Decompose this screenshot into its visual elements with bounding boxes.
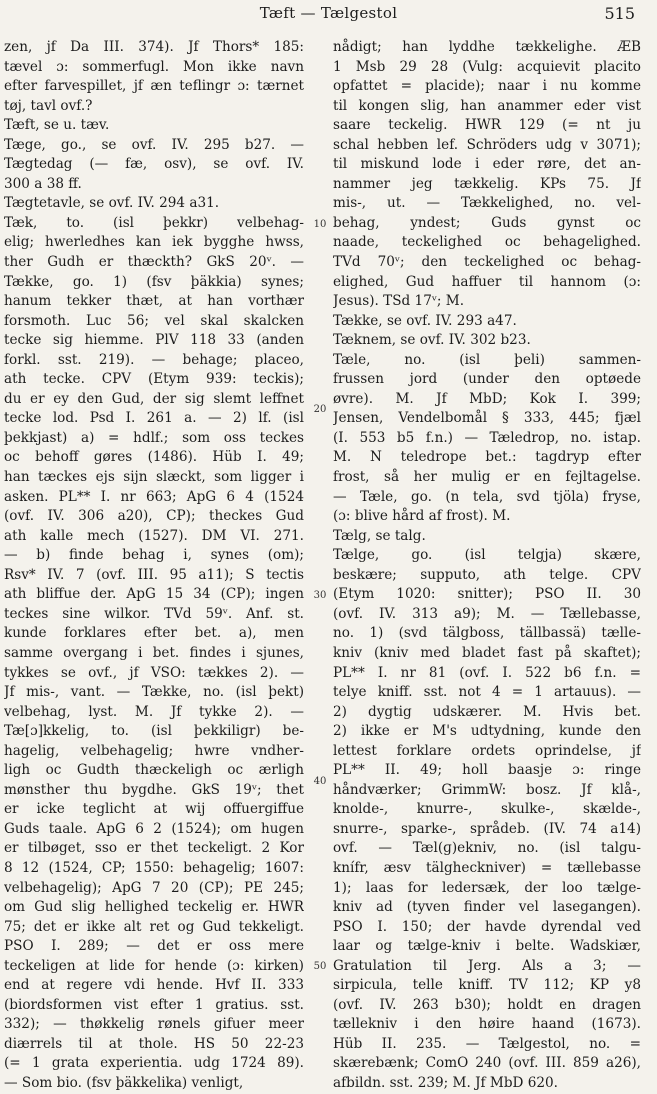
text-line: 2) dygtig udskærer. M. Hvis bet. bbox=[333, 703, 641, 720]
running-title: Tæft — Tælgestol bbox=[259, 4, 398, 22]
text-line: Tæk, to. (isl þekkr) velbehag- bbox=[4, 214, 304, 231]
text-line: M. N teledrope bet.: tagdryp efter bbox=[333, 449, 641, 466]
text-line: Tække, go. 1) (fsv þäkkia) synes; bbox=[4, 273, 304, 290]
text-line: skærebænk; ComO 240 (ovf. III. 859 a26), bbox=[333, 1055, 641, 1072]
text-line: du er ey den Gud, der sig slemt leffnet bbox=[4, 390, 304, 407]
text-line: elig; hwerledhes kan iek bygghe hwss, bbox=[4, 234, 304, 251]
text-line: þekkjast) a) = hdlf.; som oss teckes bbox=[4, 429, 304, 446]
text-line: Tæle, no. (isl þeli) sammen- bbox=[333, 351, 641, 368]
text-line: 300 a 38 ff. bbox=[4, 175, 82, 192]
text-line: forsmoth. Luc 56; vel skal skalcken bbox=[4, 312, 304, 329]
text-line: er tilbøget, sso er thet teckeligt. 2 Kor bbox=[4, 840, 304, 857]
text-line: afbildn. sst. 239; M. Jf MbD 620. bbox=[333, 1074, 559, 1091]
text-line: samme overgang i bet. findes i sjunes, bbox=[4, 644, 304, 661]
text-line: tævel ɔ: sommerfugl. Mon ikke navn bbox=[4, 58, 304, 75]
text-line: (Etym 1020: snitter); PSO II. 30 bbox=[333, 586, 641, 603]
text-line: øvre). M. Jf MbD; Kok I. 399; bbox=[333, 390, 641, 407]
text-line: knolde-, knurre-, skulke-, skælde-, bbox=[333, 801, 641, 818]
text-line: (ovf. IV. 313 a9); M. — Tællebasse, bbox=[333, 605, 641, 622]
text-line: — b) finde behag i, synes (om); bbox=[4, 547, 304, 564]
text-line: efter farvespillet, jf æn teflingr ɔ: tærnet bbox=[4, 78, 304, 95]
text-line: 2) ikke er M's udtydning, kunde den bbox=[333, 723, 641, 740]
text-line: tykkes se ovf., jf VSO: tækkes 2). — bbox=[4, 664, 304, 681]
text-line: tøj, tavl ovf.? bbox=[4, 97, 93, 114]
text-line: kniv ad (tyven finder vel lasegangen). bbox=[333, 899, 641, 916]
text-line: 332); — thøkkelig rønels gifuer meer bbox=[4, 1016, 304, 1033]
text-line: frussen jord (under den optøede bbox=[333, 371, 641, 388]
text-line: Tægtedag (— fæ, osv), se ovf. IV. bbox=[4, 156, 304, 173]
text-line: sirpicula, telle kniff. TV 112; KP y8 bbox=[333, 977, 641, 994]
text-line: ath tecke. CPV (Etym 939: teckis); bbox=[4, 371, 304, 388]
text-line: Tælg, se talg. bbox=[333, 527, 426, 544]
text-line: 75; det er ikke alt ret og Gud tekkeligt. bbox=[4, 918, 304, 935]
text-line: diærrels til at thole. HS 50 22-23 bbox=[4, 1035, 304, 1052]
text-line: elighed, Gud haffuer til hannom (ɔ: bbox=[333, 273, 641, 290]
text-line: er icke teglicht at wij offuergiffue bbox=[4, 801, 304, 818]
text-line: nammer jeg tækkelig. KPs 75. Jf bbox=[333, 175, 641, 192]
text-line: zen, jf Da III. 374). Jf Thors* 185: bbox=[4, 39, 304, 55]
text-line: (ovf. IV. 263 b30); holdt en dragen bbox=[333, 996, 641, 1013]
text-line: om Gud slig hellighed teckelig er. HWR bbox=[4, 899, 304, 916]
left-column bbox=[4, 38, 304, 1094]
text-line: (I. 553 b5 f.n.) — Tæledrop, no. istap. bbox=[333, 429, 641, 446]
text-line: mønsther thu bygdhe. GkS 19ᵛ; thet bbox=[4, 781, 304, 798]
text-line: velbehagelig); ApG 7 20 (CP); PE 245; bbox=[4, 879, 304, 896]
text-line: opfattet = placide); naar i nu komme bbox=[333, 78, 641, 95]
line-number: 20 bbox=[313, 404, 327, 415]
text-line: Tæ[ɔ]kkelig, to. (isl þekkiligr) be- bbox=[4, 723, 304, 740]
page-number: 515 bbox=[604, 4, 635, 23]
text-line: Hüb II. 235. — Tælgestol, no. = bbox=[333, 1035, 641, 1052]
text-line: Tække, se ovf. IV. 293 a47. bbox=[333, 312, 517, 329]
text-line: håndværker; GrimmW: bosz. Jf klå-, bbox=[333, 781, 641, 798]
text-line: Tælge, go. (isl telgja) skære, bbox=[333, 547, 641, 564]
text-line: ovf. — Tæl(ɡ)ekniv, no. (isl talgu- bbox=[333, 840, 641, 857]
text-line: no. 1) (svd tälgboss, tällbassä) tælle- bbox=[333, 625, 641, 642]
text-line: teckeligen at lide for hende (ɔ: kirken) bbox=[4, 957, 304, 974]
text-line: — Tæle, go. (n tela, svd tjöla) fryse, bbox=[333, 488, 641, 505]
line-number: 40 bbox=[313, 776, 327, 787]
text-line: laar og tælge-kniv i belte. Wadskiær, bbox=[333, 938, 641, 955]
text-line: Tægtetavle, se ovf. IV. 294 a31. bbox=[4, 195, 220, 212]
text-line: ther Gudh er thæckth? GkS 20ᵛ. — bbox=[4, 254, 304, 271]
text-line: mis-, ut. — Tækkelighed, no. vel- bbox=[333, 195, 641, 212]
text-line: 8 12 (1524, CP; 1550: behagelig; 1607: bbox=[4, 859, 304, 876]
right-column bbox=[333, 38, 641, 1094]
text-line: snurre-, sparke-, språdeb. (IV. 74 a14) bbox=[333, 820, 641, 837]
text-line: naade, teckelighed oc behagelighed. bbox=[333, 234, 641, 251]
text-line: PL** I. nr 81 (ovf. I. 522 b6 f.n. = bbox=[333, 664, 641, 681]
text-line: kunde forklares efter bet. a), men bbox=[4, 625, 304, 642]
page-header bbox=[0, 0, 657, 32]
text-line: frost, så her mulig er en fejltagelse. bbox=[333, 469, 641, 486]
text-line: (biordsformen vist efter 1 gratius. sst. bbox=[4, 996, 304, 1013]
text-line: (= 1 grata experientia. udg 1724 89). bbox=[4, 1055, 304, 1072]
line-number: 50 bbox=[313, 961, 327, 972]
text-line: oc behoff gøres (1486). Hüb I. 49; bbox=[4, 449, 304, 466]
text-line: Guds taale. ApG 6 2 (1524); om hugen bbox=[4, 820, 304, 837]
text-line: velbehag, lyst. M. Jf tykke 2). — bbox=[4, 703, 304, 720]
text-line: 1); laas for ledersæk, der loo tælge- bbox=[333, 879, 641, 896]
text-line: kniv (kniv med bladet fast på skaftet); bbox=[333, 644, 641, 661]
text-line: Tæknem, se ovf. IV. 302 b23. bbox=[333, 332, 531, 349]
text-line: end at regere vdi hende. Hvf II. 333 bbox=[4, 977, 304, 994]
text-line: ligh oc Gudth thæckeligh oc ærligh bbox=[4, 762, 304, 779]
text-line: forkl. sst. 219). — behage; placeo, bbox=[4, 351, 304, 368]
text-line: TVd 70ᵛ; den teckelighed oc behag- bbox=[333, 254, 641, 271]
text-line: PL** II. 49; holl baasje ɔ: ringe bbox=[333, 762, 641, 779]
text-line: 1 Msb 29 28 (Vulg: acquievit placito bbox=[333, 58, 641, 75]
text-line: asken. PL** I. nr 663; ApG 6 4 (1524 bbox=[4, 488, 304, 505]
line-number: 30 bbox=[313, 590, 327, 601]
text-line: PSO I. 150; der havde dyrendal ved bbox=[333, 918, 641, 935]
text-line: — Som bio. (fsv þäkkelika) venligt, bbox=[4, 1074, 244, 1091]
text-line: tællekniv i den høire haand (1673). bbox=[333, 1016, 641, 1033]
text-line: til kongen slig, han anammer eder vist bbox=[333, 97, 641, 114]
text-line: telye kniff. sst. not 4 = 1 artauus). — bbox=[333, 684, 641, 701]
line-number: 10 bbox=[313, 219, 327, 230]
text-line: til miskund lode i eder røre, det an- bbox=[333, 156, 641, 173]
text-line: beskære; supputo, ath telge. CPV bbox=[333, 566, 641, 583]
text-line: tecke sig hiemme. PlV 118 33 (anden bbox=[4, 332, 304, 349]
text-line: hagelig, velbehagelig; hwre vndher- bbox=[4, 742, 304, 759]
text-line: schal hebben lef. Schröders udg v 3071); bbox=[333, 136, 641, 153]
text-line: Rsv* IV. 7 (ovf. III. 95 a11); S tectis bbox=[4, 566, 304, 583]
text-line: nådigt; han lyddhe tækkelighe. ÆB bbox=[333, 39, 641, 55]
text-line: PSO I. 289; — det er oss mere bbox=[4, 938, 304, 955]
text-line: Tæft, se u. tæv. bbox=[4, 117, 110, 134]
text-line: teckes sine wilkor. TVd 59ᵛ. Anf. st. bbox=[4, 605, 304, 622]
text-line: (ɔ: blive hård af frost). M. bbox=[333, 508, 511, 525]
text-line: lettest forklare ordets oprindelse, jf bbox=[333, 742, 641, 759]
text-line: behag, yndest; Guds gynst oc bbox=[333, 214, 641, 231]
text-line: hanum tekker thæt, at han vorthær bbox=[4, 293, 304, 310]
text-line: Jesus). TSd 17ᵛ; M. bbox=[333, 293, 465, 310]
text-line: ath kalle mech (1527). DM VI. 271. bbox=[4, 527, 304, 544]
text-line: Jensen, Vendelbomål § 333, 445; fjæl bbox=[333, 410, 641, 427]
text-line: Tæge, go., se ovf. IV. 295 b27. — bbox=[4, 136, 304, 153]
text-line: (ovf. IV. 306 a20), CP); theckes Gud bbox=[4, 508, 304, 525]
text-line: tecke lod. Psd I. 261 a. — 2) lf. (isl bbox=[4, 410, 304, 427]
text-line: knífr, æsv tälgheckniver) = tællebasse bbox=[333, 859, 641, 876]
text-line: saare teckelig. HWR 129 (= nt ju bbox=[333, 117, 641, 134]
text-line: han tæckes ejs sijn slæckt, som ligger i bbox=[4, 469, 304, 486]
text-line: Gratulation til Jerg. Als a 3; — bbox=[333, 957, 641, 974]
text-line: ath bliffue der. ApG 15 34 (CP); ingen bbox=[4, 586, 304, 603]
text-line: Jf mis-, vant. — Tække, no. (isl þekt) bbox=[4, 684, 304, 701]
